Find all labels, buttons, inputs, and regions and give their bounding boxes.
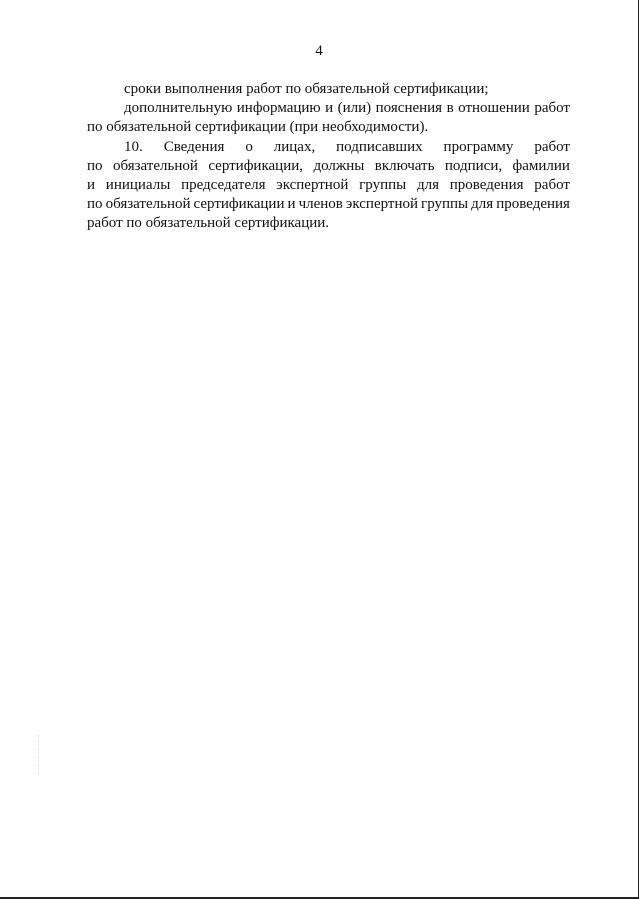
paragraph-10-line-2-text-word: обязательной <box>112 158 198 174</box>
paragraph-10-line-3-text-word: группы <box>359 177 407 193</box>
text-line-word: дополнительную <box>124 100 233 116</box>
paragraph-10-line-1-text-word: о <box>245 139 253 155</box>
text-line-word: в <box>446 100 454 116</box>
paragraph-additional-info-line-1 <box>87 99 570 118</box>
page-number: 4 <box>315 43 323 59</box>
paragraph-10-line-1 <box>87 138 570 157</box>
paragraph-10-line-4-text-word: и <box>287 196 296 212</box>
paragraph-10-line-4-text-word: сертификации <box>193 196 285 212</box>
text-line-word: пояснения <box>375 100 443 116</box>
paragraph-10-line-4-text-word: членов <box>298 196 343 212</box>
paragraph-10-line-3-text-word: и <box>87 177 96 193</box>
paragraph-10-line-4-text-word: проведения <box>496 196 570 212</box>
paragraph-10-line-4-text-word: экспертной <box>345 196 419 212</box>
paragraph-10-line-5: работ по обязательной сертификации. <box>87 215 330 231</box>
paragraph-10-line-1-text-word: программу <box>443 139 514 155</box>
paragraph-10-line-2-text-word: по <box>87 158 103 174</box>
paragraph-10-line-4-text-word: обязательной <box>105 196 191 212</box>
paragraph-10-line-1-text-word: подписавших <box>336 139 423 155</box>
paragraph-10-line-4 <box>87 195 570 214</box>
paragraph-additional-info-line-2: по обязательной сертификации (при необходимости). <box>87 119 429 135</box>
text-line-word: и <box>325 100 334 116</box>
paragraph-10-line-2-text-word: сертификации, <box>208 158 304 174</box>
paragraph-10-line-2-text-word: включать <box>374 158 435 174</box>
paragraph-10-line-1-text-word: Сведения <box>163 139 225 155</box>
document-body <box>87 80 570 137</box>
text-line-word: информацию <box>236 100 321 116</box>
paragraph-10-line-2-text-word: должны <box>313 158 365 174</box>
scan-speck <box>38 735 40 775</box>
paragraph-10-line-1-text-word: 10. <box>124 139 143 155</box>
paragraph-10-line-3-text-word: проведения <box>449 177 524 193</box>
paragraph-10-line-3 <box>87 176 570 195</box>
paragraph-10-line-4-text-word: группы <box>421 196 469 212</box>
paragraph-10-line-3-text-word: для <box>416 177 440 193</box>
text-line-word: работ <box>534 100 570 116</box>
text-line-word: (или) <box>337 100 372 116</box>
paragraph-10-line-2-text-word: подписи, <box>444 158 503 174</box>
paragraph-10-line-2-text-word: фамилии <box>512 158 570 174</box>
paragraph-10 <box>87 138 570 233</box>
paragraph-10-line-3-text-word: работ <box>534 177 570 193</box>
text-line-word: отношении <box>458 100 530 116</box>
paragraph-10-line-1-text-word: лицах, <box>273 139 316 155</box>
paragraph-10-line-4-text-word: по <box>87 196 103 212</box>
paragraph-10-line-3-text-word: инициалы <box>105 177 171 193</box>
paragraph-10-line-2 <box>87 157 570 176</box>
paragraph-10-line-1-text-word: работ <box>534 139 570 155</box>
paragraph-10-line-3-text-word: экспертной <box>276 177 349 193</box>
paragraph-deadlines: сроки выполнения работ по обязательной сертификации; <box>124 81 489 97</box>
paragraph-10-line-4-text-word: для <box>471 196 494 212</box>
paragraph-10-line-3-text-word: председателя <box>181 177 266 193</box>
